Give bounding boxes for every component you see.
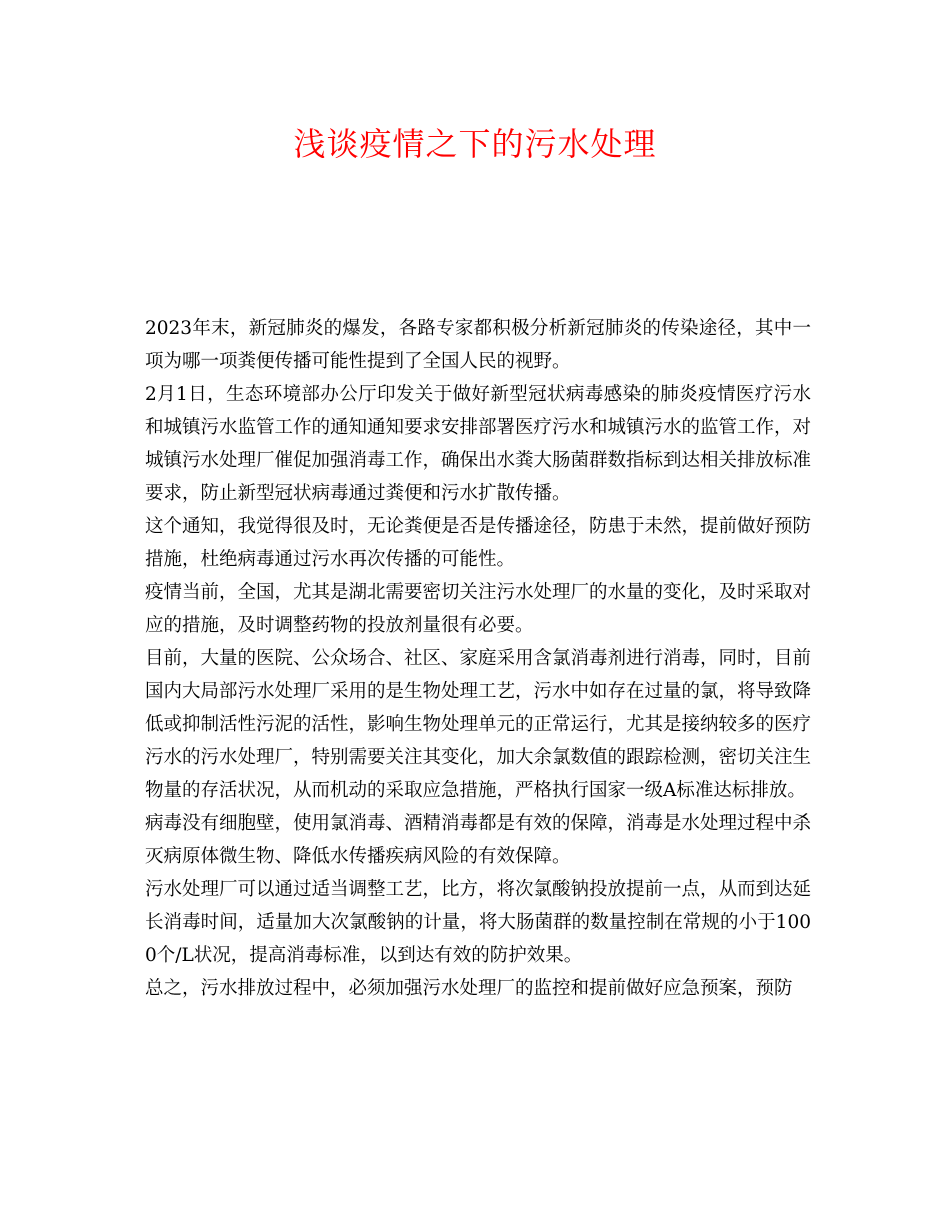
paragraph: 总之，污水排放过程中，必须加强污水处理厂的监控和提前做好应急预案，预防 <box>145 978 793 999</box>
paragraph: 疫情当前，全国，尤其是湖北需要密切关注污水处理厂的水量的变化，及时采取对应的措施，及时调整药物的投放剂量很有必要。 <box>145 582 812 636</box>
paragraph: 这个通知，我觉得很及时，无论粪便是否是传播途径，防患于未然，提前做好预防措施，杜绝病毒通过污水再次传播的可能性。 <box>145 516 812 570</box>
paragraph: 污水处理厂可以通过适当调整工艺，比方，将次氯酸钠投放提前一点，从而到达延长消毒时间，适量加大次氯酸钠的计量，将大肠菌群的数量控制在常规的小于1000个/L状况，提高消毒标准，以到达有效的防护效果。 <box>145 879 812 966</box>
paragraph: 2月1日，生态环境部办公厅印发关于做好新型冠状病毒感染的肺炎疫情医疗污水和城镇污水监管工作的通知通知要求安排部署医疗污水和城镇污水的监管工作，对城镇污水处理厂催促加强消毒工作，确保出水粪大肠菌群数指标到达相关排放标准要求，防止新型冠状病毒通过粪便和污水扩散传播。 <box>145 384 812 504</box>
document-body <box>145 312 811 1005</box>
paragraph: 病毒没有细胞壁，使用氯消毒、酒精消毒都是有效的保障，消毒是水处理过程中杀灭病原体微生物、降低水传播疾病风险的有效保障。 <box>145 813 812 867</box>
document-title: 浅谈疫情之下的污水处理 <box>293 125 657 163</box>
paragraph: 2023年末，新冠肺炎的爆发，各路专家都积极分析新冠肺炎的传染途径，其中一项为哪一项粪便传播可能性提到了全国人民的视野。 <box>145 318 811 372</box>
paragraph: 目前，大量的医院、公众场合、社区、家庭采用含氯消毒剂进行消毒，同时，目前国内大局部污水处理厂采用的是生物处理工艺，污水中如存在过量的氯，将导致降低或抑制活性污泥的活性，影响生物处理单元的正常运行，尤其是接纳较多的医疗污水的污水处理厂，特别需要关注其变化，加大余氯数值的跟踪检测，密切关注生物量的存活状况，从而机动的采取应急措施，严格执行国家一级A标准达标排放。 <box>145 648 812 801</box>
